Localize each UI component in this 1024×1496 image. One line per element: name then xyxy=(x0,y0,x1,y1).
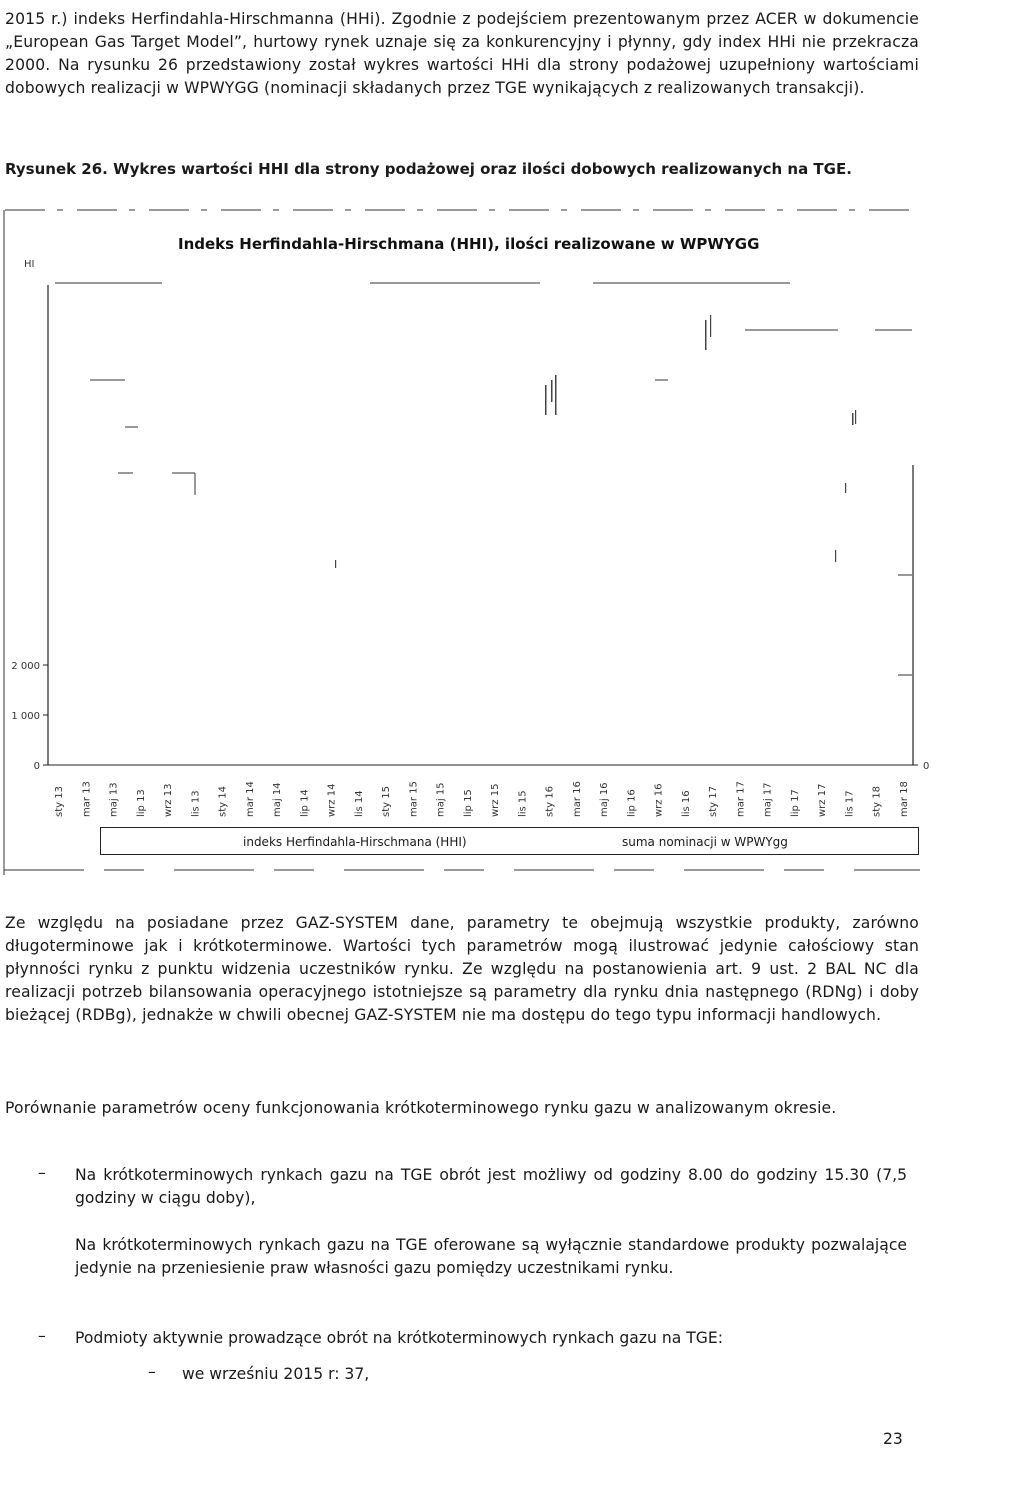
x-tick-label: maj 14 xyxy=(272,782,284,817)
chart-svg xyxy=(0,205,1024,880)
x-tick-label: lip 13 xyxy=(135,789,147,817)
x-tick-label: maj 13 xyxy=(108,782,120,817)
y-left-ticks xyxy=(11,661,48,772)
paragraph-2: Ze względu na posiadane przez GAZ-SYSTEM dane, parametry te obejmują wszystkie produkty, zarówno długoterminowe jak i krótkoterminowe. Wartości tych parametrów mogą ilustrować jedynie całościowy stan płynności rynku z punktu widzenia uczestników rynku. Ze względu na postanowienia art. 9 ust. 2 BAL NC dla realizacji potrzeb bilansowania operacyjnego istotniejsze są parametry dla rynku dnia następnego (RDNg) i doby bieżącej (RDBg), jednakże w chwili obecnej GAZ-SYSTEM nie ma dostępu do tego typu informacji handlowych. xyxy=(5,914,919,1024)
x-tick-label: wrz 17 xyxy=(817,783,829,817)
y-axis-left-label: HI xyxy=(24,259,35,270)
x-tick-label: wrz 13 xyxy=(163,783,175,817)
x-tick-label: maj 16 xyxy=(599,782,611,817)
x-tick-label: sty 14 xyxy=(217,786,229,817)
y-left-tick-label: 1 000 xyxy=(11,711,40,722)
sub-list-item-1: we wrześniu 2015 r: 37, xyxy=(182,1365,370,1383)
figure-caption: Rysunek 26. Wykres wartości HHI dla strony podażowej oraz ilości dobowych realizowanych na TGE. xyxy=(5,160,852,178)
x-tick-label: sty 17 xyxy=(708,786,720,817)
x-tick-label: lip 15 xyxy=(462,789,474,817)
x-tick-label: mar 18 xyxy=(899,781,910,817)
chart-legend xyxy=(100,827,919,855)
x-tick-label: lis 16 xyxy=(680,790,692,817)
x-tick-label: lis 13 xyxy=(190,790,202,817)
list-dash-3: – xyxy=(38,1327,46,1345)
x-tick-labels xyxy=(54,781,910,817)
x-tick-label: maj 17 xyxy=(762,782,774,817)
x-tick-label: wrz 14 xyxy=(326,783,338,817)
x-tick-label: lis 15 xyxy=(517,790,529,817)
x-tick-label: mar 14 xyxy=(244,781,256,817)
x-tick-label: lip 16 xyxy=(626,789,638,817)
intro-paragraph: 2015 r.) indeks Herfindahla-Hirschmanna (HHi). Zgodnie z podejściem prezentowanym przez ACER w dokumencie „European Gas Target Model”, hurtowy rynek uznaje się za konkurencyjny i płynny, gdy index HHi nie przekracza 2000. Na rysunku 26 przedstawiony został wykres wartości HHi dla strony podażowej uzupełniony wartościami dobowych realizacji w WPWYGG (nominacji składanych przez TGE wynikających z realizowanych transakcji). xyxy=(5,10,919,97)
legend-hhi: indeks Herfindahla-Hirschmana (HHI) xyxy=(243,835,467,849)
x-tick-label: mar 16 xyxy=(571,781,583,817)
list-item-2: Na krótkoterminowych rynkach gazu na TGE oferowane są wyłącznie standardowe produkty pozwalające jedynie na przeniesienie praw własności gazu pomiędzy uczestnikami rynku. xyxy=(75,1236,907,1277)
x-tick-label: mar 15 xyxy=(408,781,420,817)
x-tick-label: lip 17 xyxy=(789,789,801,817)
x-tick-label: lip 14 xyxy=(299,789,311,817)
y-right-tick-label: 0 xyxy=(923,761,930,772)
x-tick-label: wrz 15 xyxy=(490,783,502,817)
chart-title: Indeks Herfindahla-Hirschmana (HHI), ilości realizowane w WPWYGG xyxy=(178,235,760,253)
y-right-ticks xyxy=(913,761,929,772)
y-left-tick-label: 2 000 xyxy=(11,661,40,672)
x-tick-label: sty 16 xyxy=(544,786,556,817)
x-tick-label: sty 13 xyxy=(54,786,65,817)
list-item-3: Podmioty aktywnie prowadzące obrót na krótkoterminowych rynkach gazu na TGE: xyxy=(75,1329,723,1347)
list-dash-1: – xyxy=(38,1164,46,1182)
sub-list-dash-1: – xyxy=(148,1363,156,1381)
x-tick-label: wrz 16 xyxy=(653,783,665,817)
x-tick-label: sty 18 xyxy=(871,786,883,817)
x-tick-label: mar 17 xyxy=(735,781,747,817)
chart xyxy=(0,205,1024,880)
grid-fragments xyxy=(55,283,912,675)
y-left-tick-label: 0 xyxy=(33,761,40,772)
legend-nominations: suma nominacji w WPWYgg xyxy=(622,835,788,849)
paragraph-3: Porównanie parametrów oceny funkcjonowania krótkoterminowego rynku gazu w analizowanym okresie. xyxy=(5,1099,837,1117)
x-tick-label: lis 14 xyxy=(353,790,365,817)
x-tick-label: mar 13 xyxy=(81,781,93,817)
page-number: 23 xyxy=(883,1430,903,1448)
x-tick-label: lis 17 xyxy=(844,790,856,817)
x-tick-label: maj 15 xyxy=(435,782,447,817)
x-tick-label: sty 15 xyxy=(381,786,393,817)
data-fragments xyxy=(335,315,856,568)
list-item-1: Na krótkoterminowych rynkach gazu na TGE obrót jest możliwy od godziny 8.00 do godziny 15.30 (7,5 godziny w ciągu doby), xyxy=(75,1166,907,1207)
